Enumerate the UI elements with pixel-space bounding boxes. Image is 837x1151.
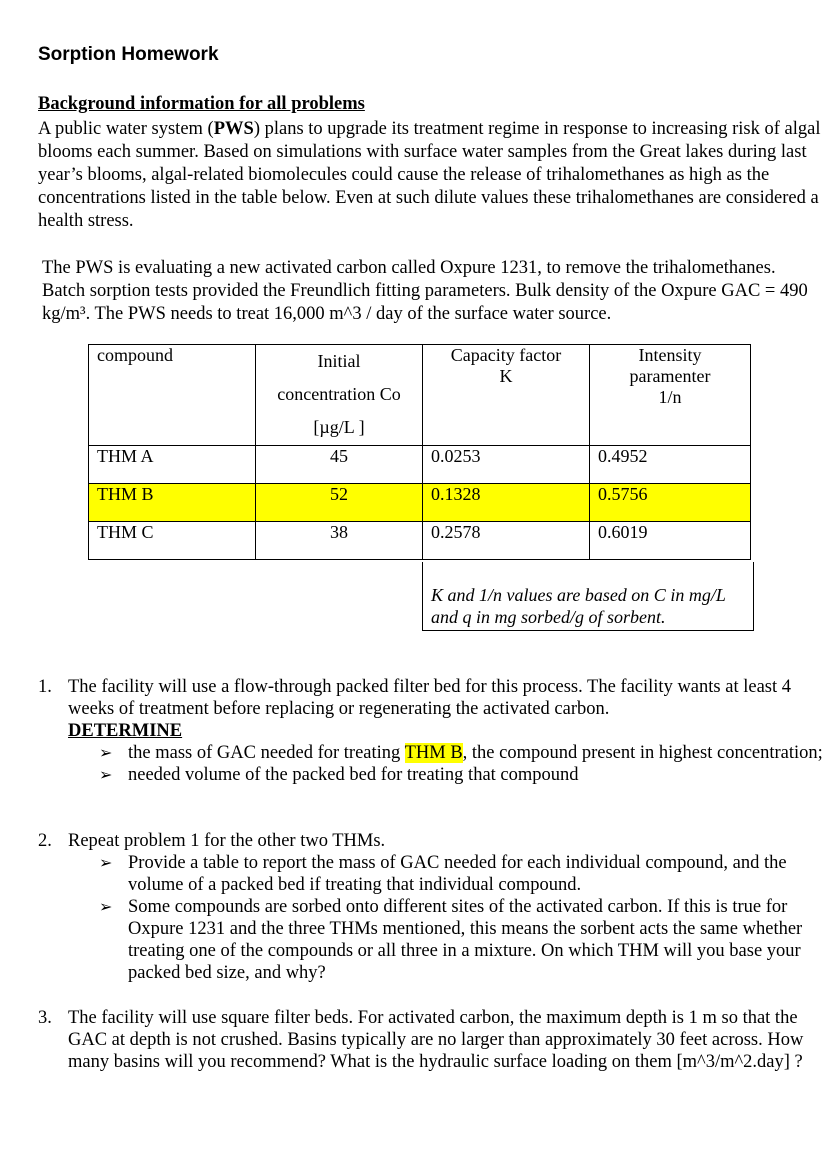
table-row-highlighted <box>89 484 751 522</box>
cell-k: 0.1328 <box>423 484 590 522</box>
question-number: 3. <box>38 1008 52 1028</box>
background-paragraph-2: The PWS is evaluating a new activated carbon called Oxpure 1231, to remove the trihalomethanes. Batch sorption tests provided the Freundlich fitting parameters. Bulk density of the Oxpure GAC = 490 kg/m³. The PWS needs to treat 16,000 m^3 / day of the surface water source. <box>42 258 808 324</box>
question-3 <box>38 1007 828 1073</box>
table-row <box>89 522 751 560</box>
bullet-item: ➢ the mass of GAC needed for treating THM B, the compound present in highest concentration; <box>99 743 823 763</box>
table-header-row <box>89 345 751 446</box>
arrow-bullet-icon: ➢ <box>99 897 113 916</box>
thm-parameter-table <box>88 344 751 560</box>
question-text: The facility will use a flow-through packed filter bed for this process. The facility wants at least 4 weeks of treatment before replacing or regenerating the activated carbon. <box>68 677 791 719</box>
bullet-item: ➢ needed volume of the packed bed for treating that compound <box>99 765 579 785</box>
header-compound: compound <box>89 345 256 446</box>
cell-n: 0.4952 <box>590 446 751 484</box>
arrow-bullet-icon: ➢ <box>99 765 113 784</box>
question-2 <box>38 830 828 984</box>
page-title: Sorption Homework <box>38 44 219 65</box>
determine-heading: DETERMINE <box>68 721 183 741</box>
bullet-item: ➢ Provide a table to report the mass of GAC needed for each individual compound, and the volume of a packed bed if treating that individual compound. <box>99 853 787 895</box>
cell-co: 38 <box>256 522 423 560</box>
arrow-bullet-icon: ➢ <box>99 853 113 872</box>
question-number: 1. <box>38 677 52 697</box>
arrow-bullet-icon: ➢ <box>99 743 113 762</box>
background-paragraph-1: A public water system (PWS) plans to upgrade its treatment regime in response to increasing risk of algal blooms each summer. Based on simulations with surface water samples from the Great lakes during last year’s blooms, algal-related biomolecules could cause the release of trihalomethanes as high as the concentrations listed in the table below. Even at such dilute values these trihalomethanes are considered a health stress. <box>38 119 821 231</box>
cell-k: 0.0253 <box>423 446 590 484</box>
header-capacity-factor: Capacity factor K <box>423 345 590 446</box>
bullet-item: ➢ Some compounds are sorbed onto different sites of the activated carbon. If this is true for Oxpure 1231 and the three THMs mentioned, this means the sorbent acts the same whether treating one of the compounds or all three in a mixture. On which THM will you base your packed bed size, and why? <box>99 897 803 983</box>
question-text: Repeat problem 1 for the other two THMs. <box>68 831 386 851</box>
question-number: 2. <box>38 831 52 851</box>
cell-compound: THM A <box>89 446 256 484</box>
cell-co: 45 <box>256 446 423 484</box>
cell-n: 0.6019 <box>590 522 751 560</box>
cell-n: 0.5756 <box>590 484 751 522</box>
cell-k: 0.2578 <box>423 522 590 560</box>
header-intensity-parameter: Intensity paramenter 1/n <box>590 345 751 446</box>
cell-co: 52 <box>256 484 423 522</box>
highlighted-text: THM B <box>404 743 463 763</box>
table-note: K and 1/n values are based on C in mg/L and q in mg sorbed/g of sorbent. <box>422 562 754 631</box>
cell-compound: THM B <box>89 484 256 522</box>
header-initial-concentration: Initial concentration Co [µg/L ] <box>256 345 423 446</box>
background-heading: Background information for all problems <box>38 94 365 114</box>
question-text: The facility will use square filter beds. For activated carbon, the maximum depth is 1 m so that the GAC at depth is not crushed. Basins typically are no larger than approximately 30 feet across. How many basins will you recommend? What is the hydraulic surface loading on them [m^3/m^2.day] ? <box>68 1008 804 1072</box>
question-1 <box>38 676 828 786</box>
table-row <box>89 446 751 484</box>
cell-compound: THM C <box>89 522 256 560</box>
